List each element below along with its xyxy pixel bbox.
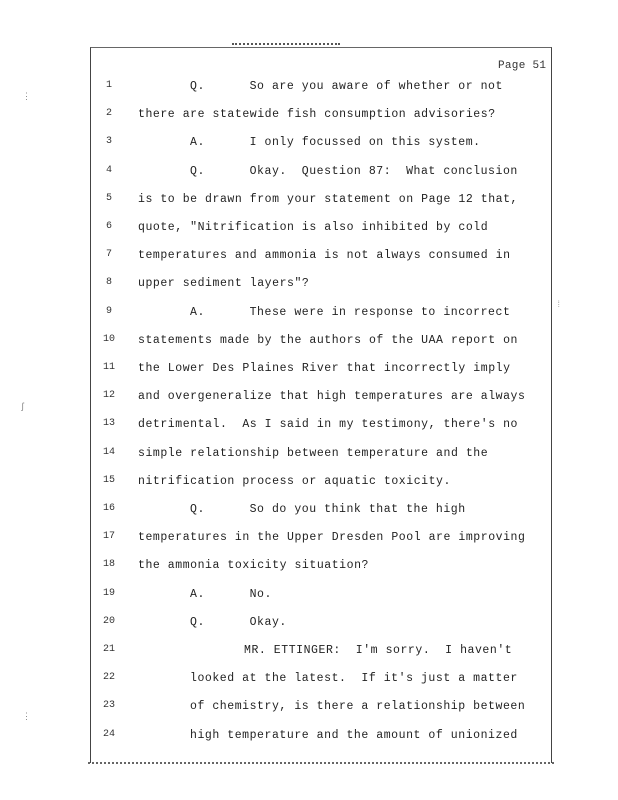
transcript-line xyxy=(0,475,618,495)
line-number: 20 xyxy=(102,615,115,627)
frame-bottom-border xyxy=(88,762,554,764)
line-number: 22 xyxy=(102,672,115,684)
line-number: 14 xyxy=(102,446,115,458)
line-text: upper sediment layers"? xyxy=(138,277,310,291)
line-number: 15 xyxy=(102,474,115,486)
line-number: 23 xyxy=(102,700,115,712)
line-number: 10 xyxy=(102,333,115,345)
transcript-line xyxy=(0,165,618,185)
line-number: 13 xyxy=(102,418,115,430)
line-number: 6 xyxy=(105,221,112,232)
line-number: 1 xyxy=(105,80,112,91)
line-text: is to be drawn from your statement on Page 12 that, xyxy=(138,192,519,206)
transcript-line xyxy=(0,531,618,551)
line-text: Q. Okay. Question 87: What conclusion xyxy=(190,164,518,178)
line-text: and overgeneralize that high temperatures are always xyxy=(138,390,526,404)
margin-scan-mark: ⋮ xyxy=(22,712,31,722)
line-text: nitrification process or aquatic toxicity. xyxy=(138,474,451,488)
transcript-line xyxy=(0,221,618,241)
transcript-line xyxy=(0,447,618,467)
line-text: simple relationship between temperature and the xyxy=(138,446,489,460)
line-number: 17 xyxy=(102,531,115,543)
line-number: 11 xyxy=(102,362,115,373)
line-number: 18 xyxy=(102,559,115,571)
margin-scan-mark: ⁞ xyxy=(556,300,562,310)
transcript-line xyxy=(0,108,618,128)
margin-scan-mark: ⋮ xyxy=(22,92,31,102)
transcript-line xyxy=(0,390,618,410)
transcript-line xyxy=(0,418,618,438)
line-number: 4 xyxy=(105,164,112,176)
page-number: Page 51 xyxy=(498,60,547,72)
line-text: the ammonia toxicity situation? xyxy=(138,559,369,573)
line-text: Q. So do you think that the high xyxy=(190,503,466,516)
transcript-line xyxy=(0,249,618,269)
transcript-line xyxy=(0,334,618,354)
transcript-line xyxy=(0,616,618,636)
line-text: statements made by the authors of the UAA report on xyxy=(138,333,519,347)
line-number: 19 xyxy=(102,587,115,599)
transcript-line xyxy=(0,588,618,608)
margin-scan-mark: ʃ xyxy=(20,402,26,412)
transcript-line xyxy=(0,193,618,213)
transcript-line xyxy=(0,644,618,664)
line-number: 9 xyxy=(105,305,112,317)
line-number: 7 xyxy=(105,249,112,261)
line-text: A. I only focussed on this system. xyxy=(190,136,481,150)
line-text: Q. So are you aware of whether or not xyxy=(190,80,503,93)
line-number: 3 xyxy=(105,136,112,148)
transcript-line xyxy=(0,136,618,156)
line-number: 12 xyxy=(102,390,115,402)
line-text: there are statewide fish consumption advisories? xyxy=(138,108,496,122)
line-text: Q. Okay. xyxy=(190,615,287,629)
line-text: detrimental. As I said in my testimony, there's no xyxy=(138,418,519,432)
line-text: temperatures in the Upper Dresden Pool are improving xyxy=(138,531,526,545)
line-number: 8 xyxy=(105,277,112,289)
line-text: quote, "Nitrification is also inhibited by cold xyxy=(138,221,489,234)
line-text: A. These were in response to incorrect xyxy=(190,305,511,319)
line-text: high temperature and the amount of unionized xyxy=(190,728,518,742)
line-text: the Lower Des Plaines River that incorrectly imply xyxy=(138,362,511,375)
transcript-line xyxy=(0,80,618,100)
transcript-line xyxy=(0,503,618,523)
line-number: 21 xyxy=(102,644,115,655)
line-text: MR. ETTINGER: I'm sorry. I haven't xyxy=(244,644,513,657)
line-number: 2 xyxy=(105,108,112,120)
transcript-line xyxy=(0,362,618,382)
transcript-line xyxy=(0,672,618,692)
line-text: looked at the latest. If it's just a matter xyxy=(190,672,518,686)
transcript-line xyxy=(0,277,618,297)
line-number: 24 xyxy=(102,728,115,740)
transcript-line xyxy=(0,306,618,326)
transcript-line xyxy=(0,700,618,720)
line-number: 5 xyxy=(105,192,112,204)
transcript-line xyxy=(0,559,618,579)
line-text: of chemistry, is there a relationship between xyxy=(190,700,526,714)
line-number: 16 xyxy=(102,503,115,514)
line-text: A. No. xyxy=(190,587,272,601)
transcript-line xyxy=(0,729,618,749)
line-text: temperatures and ammonia is not always consumed in xyxy=(138,249,511,263)
